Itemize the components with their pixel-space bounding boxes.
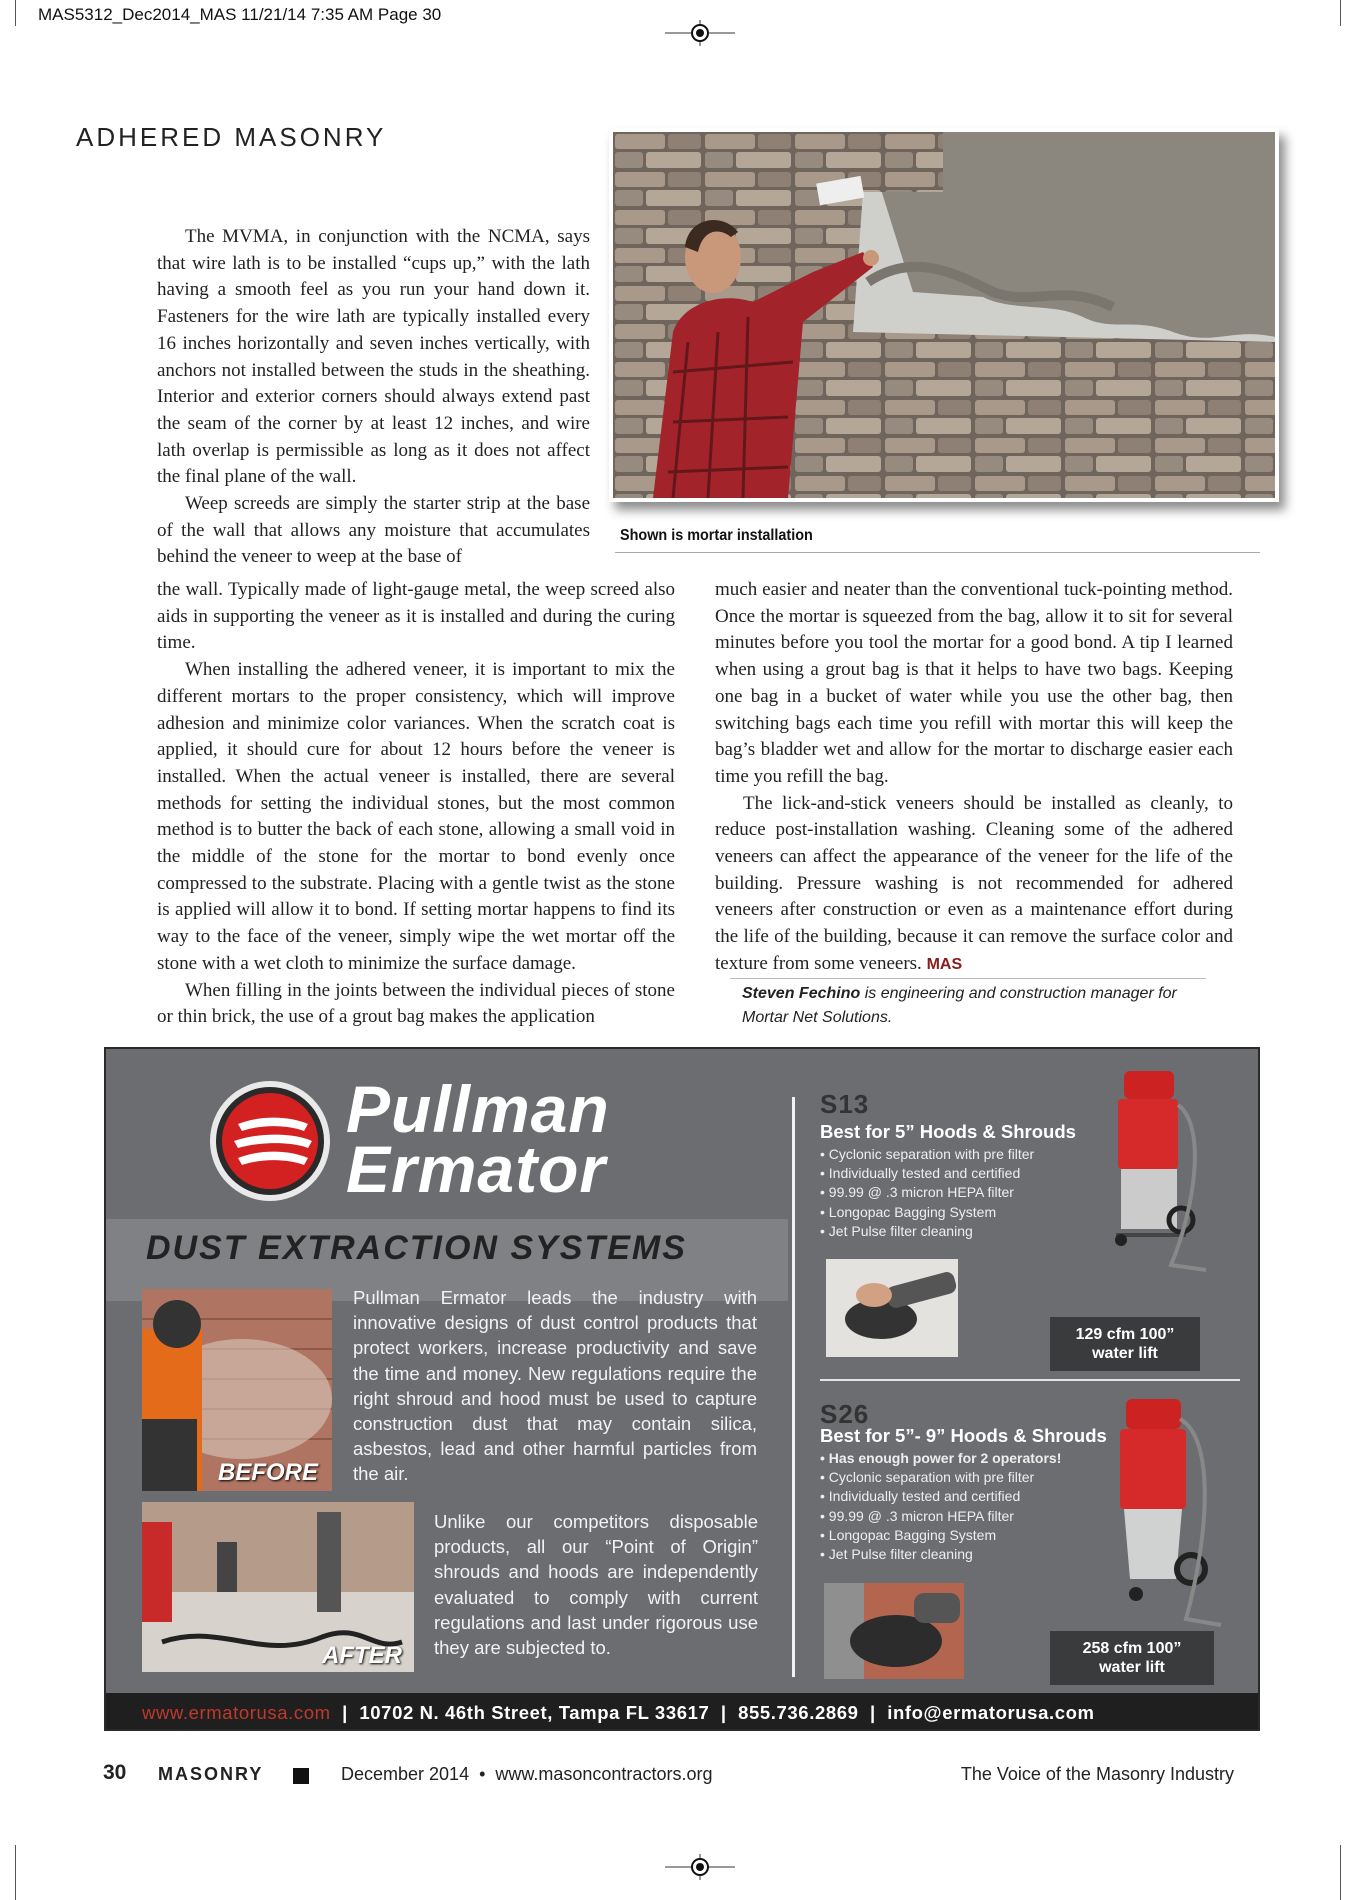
product-model: S13 [820, 1089, 870, 1119]
spec-line-2: water lift [1099, 1659, 1165, 1676]
author-divider [730, 978, 1206, 979]
left-column-top [157, 224, 590, 571]
feature-item: • Individually tested and certified [820, 1487, 1061, 1506]
left-column-bottom [157, 577, 675, 1031]
section-title: ADHERED MASONRY [76, 122, 387, 152]
product-headline: Best for 5”- 9” Hoods & Shrouds [820, 1425, 1107, 1446]
feature-item: • 99.99 @ .3 micron HEPA filter [820, 1507, 1061, 1526]
brand-wordmark [346, 1072, 610, 1206]
paragraph-text: The lick-and-stick veneers should be installed as cleanly, to reduce post-installation washing. Cleaning some of the adhered veneers can affect the appearance of the veneer for the life of the building. Pressure washing is not recommended for adhered veneers after construction or even as a maintenance effort during the life of the building, because it can remove the surface color and texture from some veneers. [715, 792, 1233, 974]
registration-mark-icon [665, 1854, 735, 1880]
magazine-slogan: The Voice of the Masonry Industry [960, 1764, 1234, 1784]
product-spec [1050, 1317, 1200, 1371]
ad-paragraph-2: Unlike our competitors disposable products, all our “Point of Origin” shrouds and hoods are independently evaluated to comply with current regulations and last under rigorous use they are subjected to. [434, 1511, 758, 1659]
article-photo [609, 128, 1279, 502]
feature-item: • Longopac Bagging System [820, 1526, 1061, 1545]
brand-line-1: Pullman [346, 1072, 610, 1146]
feature-item: • 99.99 @ .3 micron HEPA filter [820, 1183, 1034, 1202]
grinder-image [826, 1259, 958, 1357]
before-photo [142, 1289, 332, 1491]
feature-item: • Longopac Bagging System [820, 1203, 1034, 1222]
spec-line-1: 129 cfm 100” [1075, 1326, 1175, 1343]
issue-date-and-site: December 2014 • www.masoncontractors.org [341, 1764, 713, 1784]
ad-contact-bar [106, 1693, 1260, 1731]
separator: | [869, 1702, 876, 1723]
product-spec [1050, 1631, 1214, 1685]
author-bio-text: is engineering and construction manager for Mortar Net Solutions. [742, 985, 1177, 1026]
paragraph: When filling in the joints between the individual pieces of stone or thin brick, the use of a grout bag makes the application [157, 979, 675, 1028]
brand-line-2: Ermator [346, 1132, 607, 1206]
shroud-image [824, 1583, 964, 1679]
ad-phone: 855.736.2869 [738, 1702, 859, 1723]
paragraph: much easier and neater than the conventional tuck-pointing method. Once the mortar is squeezed from the bag, allow it to sit for several minutes before you tool the mortar for a good bond. A tip I learned when using a grout bag is that it helps to have two bags. Keeping one bag in a bucket of water while you use the other bag, then switching bags each time you refill with mortar this will keep the bag’s bladder wet and allow for the mortar to discharge easier each time you refill the bag. [715, 579, 1233, 787]
ermator-logo-icon [208, 1079, 332, 1203]
spec-line-1: 258 cfm 100” [1082, 1640, 1182, 1657]
ad-paragraph-1: Pullman Ermator leads the industry with innovative designs of dust control products that protect workers, increase productivity and save the time and money. New regulations require the right shroud and hood must be used to capture construction dust that may contain silica, asbestos, lead and other harmful particles from the air. [353, 1287, 757, 1485]
mortar-installation-image [613, 132, 1275, 498]
ad-address: 10702 N. 46th Street, Tampa FL 33617 [359, 1702, 710, 1723]
s13-vacuum-image [1096, 1065, 1226, 1287]
paragraph: The MVMA, in conjunction with the NCMA, says that wire lath is to be installed “cups up,” with the lath having a smooth feel as you run your hand down it. Fasteners for the wire lath are typically installed every 16 inches horizontally and seven inches vertically, with anchors not installed between the studs in the sheathing. Interior and exterior corners should always extend past the seam of the corner by at least 12 inches, and wire lath overlap is permissible as long as it does not affect the final plane of the wall. [157, 226, 590, 488]
page-number: 30 [103, 1761, 127, 1784]
paragraph [715, 791, 1233, 978]
author-bio [742, 982, 1212, 1030]
crop-mark [1340, 1845, 1341, 1900]
after-photo [142, 1502, 414, 1672]
pullman-ermator-ad [104, 1047, 1260, 1731]
crop-mark [15, 0, 16, 26]
feature-item: • Jet Pulse filter cleaning [820, 1545, 1061, 1564]
before-label: BEFORE [218, 1459, 319, 1486]
feature-item: • Cyclonic separation with pre filter [820, 1468, 1061, 1487]
ad-column-divider [792, 1097, 795, 1677]
grinder-photo [826, 1259, 958, 1357]
ad-website-link[interactable]: www.ermatorusa.com [142, 1702, 331, 1723]
author-name: Steven Fechino [742, 985, 861, 1002]
product-features [820, 1145, 1034, 1241]
feature-item: • Cyclonic separation with pre filter [820, 1145, 1034, 1164]
end-mark: MAS [926, 955, 963, 973]
ad-tagline: DUST EXTRACTION SYSTEMS [146, 1229, 687, 1267]
paragraph: the wall. Typically made of light-gauge metal, the weep screed also aids in supporting the veneer as it is installed and during the curing time. [157, 579, 675, 654]
printer-slug: MAS5312_Dec2014_MAS 11/21/14 7:35 AM Page 30 [38, 5, 442, 24]
caption-divider [615, 552, 1260, 553]
separator: | [720, 1702, 727, 1723]
feature-item: • Jet Pulse filter cleaning [820, 1222, 1034, 1241]
after-label: AFTER [322, 1642, 402, 1669]
feature-item: • Individually tested and certified [820, 1164, 1034, 1183]
crop-mark [15, 1845, 16, 1900]
magazine-name: MASONRY [158, 1764, 264, 1784]
paragraph: Weep screeds are simply the starter strip at the base of the wall that allows any moisture that accumulates behind the veneer to weep at the base of [157, 493, 590, 568]
crop-mark [1340, 0, 1341, 26]
spec-line-2: water lift [1092, 1345, 1158, 1362]
ad-email-link[interactable]: info@ermatorusa.com [887, 1702, 1095, 1723]
paragraph: When installing the adhered veneer, it is important to mix the different mortars to the proper consistency, which will improve adhesion and minimize color variances. When the scratch coat is applied, it should cure for about 12 hours before the veneer is installed. When the actual veneer is installed, there are several methods for setting the individual stones, but the most common method is to butter the back of each stone, allowing a small void in the middle of the stone for the mortar to bond evenly once compressed to the substrate. Placing with a gentle twist as the stone is applied will allow it to bond. If setting mortar happens to find its way to the face of the veneer, simply wipe the wet mortar off the stone with a wet cloth to minimize the surface damage. [157, 659, 675, 974]
product-model: S26 [820, 1399, 870, 1429]
folio-square-icon [293, 1768, 309, 1784]
right-column [715, 577, 1233, 978]
separator: | [342, 1702, 348, 1723]
product-features [820, 1449, 1061, 1564]
product-headline: Best for 5” Hoods & Shrouds [820, 1121, 1076, 1142]
feature-item: • Has enough power for 2 operators! [820, 1449, 1061, 1468]
s26-vacuum-image [1096, 1379, 1226, 1641]
registration-mark-icon [665, 20, 735, 46]
shroud-photo [824, 1583, 964, 1679]
photo-caption: Shown is mortar installation [620, 527, 813, 544]
